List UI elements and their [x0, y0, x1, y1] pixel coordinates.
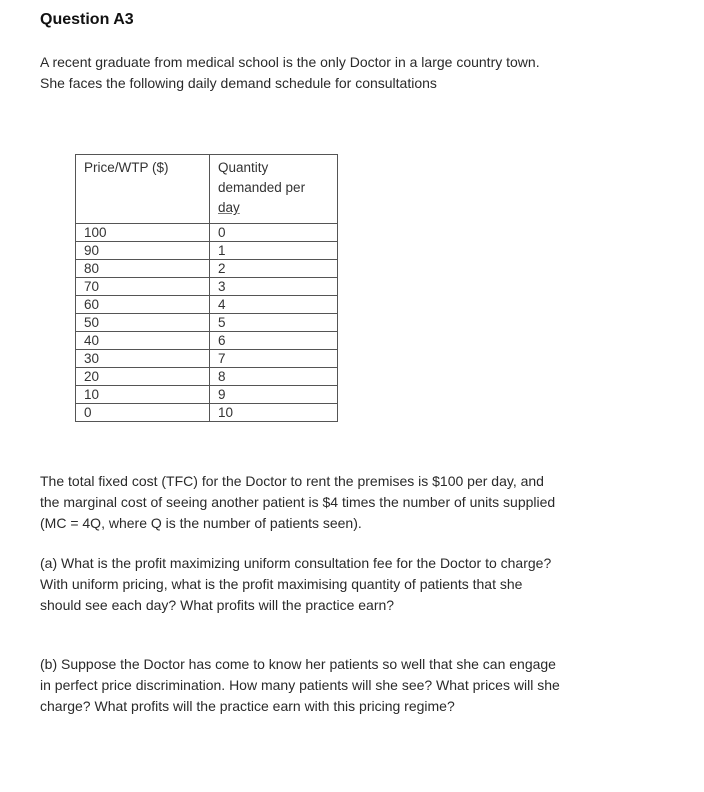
page-title: Question A3 [40, 11, 134, 28]
price-cell: 10 [76, 386, 210, 404]
table-row [76, 404, 338, 422]
quantity-cell: 1 [210, 242, 338, 260]
price-cell: 60 [76, 296, 210, 314]
part-b-line-2: in perfect price discrimination. How many patients will she see? What prices will she [40, 677, 560, 693]
price-cell: 30 [76, 350, 210, 368]
price-cell: 20 [76, 368, 210, 386]
part-b-line-1: (b) Suppose the Doctor has come to know her patients so well that she can engage [40, 656, 556, 672]
table-row [76, 260, 338, 278]
price-cell: 0 [76, 404, 210, 422]
intro-line-1: A recent graduate from medical school is the only Doctor in a large country town. [40, 54, 540, 70]
quantity-cell: 8 [210, 368, 338, 386]
part-a-line-1: (a) What is the profit maximizing uniform consultation fee for the Doctor to charge? [40, 555, 552, 571]
price-cell: 100 [76, 224, 210, 242]
part-a-line-2: With uniform pricing, what is the profit maximising quantity of patients that she [40, 576, 523, 592]
price-cell: 90 [76, 242, 210, 260]
quantity-cell: 5 [210, 314, 338, 332]
price-column-header: Price/WTP ($) [76, 155, 210, 224]
table-row [76, 386, 338, 404]
part-b-question [40, 654, 660, 717]
price-cell: 70 [76, 278, 210, 296]
table-row [76, 368, 338, 386]
cost-line-2: the marginal cost of seeing another patient is $4 times the number of units supplied [40, 494, 556, 510]
intro-line-2: She faces the following daily demand schedule for consultations [40, 75, 437, 91]
part-b-line-3: charge? What profits will the practice earn with this pricing regime? [40, 698, 455, 714]
table-row [76, 314, 338, 332]
cost-line-1: The total fixed cost (TFC) for the Doctor to rent the premises is $100 per day, and [40, 473, 544, 489]
quantity-cell: 3 [210, 278, 338, 296]
quantity-cell: 0 [210, 224, 338, 242]
price-cell: 80 [76, 260, 210, 278]
quantity-header-line-3: day [218, 200, 240, 215]
demand-schedule-table [75, 154, 338, 422]
quantity-cell: 9 [210, 386, 338, 404]
table-row [76, 350, 338, 368]
quantity-cell: 7 [210, 350, 338, 368]
table-header-row [76, 155, 338, 224]
part-a-question [40, 553, 660, 616]
table-row [76, 332, 338, 350]
intro-paragraph [40, 52, 660, 94]
quantity-cell: 6 [210, 332, 338, 350]
table-row [76, 278, 338, 296]
cost-line-3: (MC = 4Q, where Q is the number of patients seen). [40, 515, 362, 531]
cost-paragraph [40, 471, 660, 534]
quantity-header-line-1: Quantity [218, 160, 269, 175]
quantity-cell: 4 [210, 296, 338, 314]
quantity-header-line-2: demanded per [218, 180, 306, 195]
quantity-column-header [210, 155, 338, 224]
price-cell: 40 [76, 332, 210, 350]
table-row [76, 296, 338, 314]
quantity-cell: 10 [210, 404, 338, 422]
price-cell: 50 [76, 314, 210, 332]
table-row [76, 242, 338, 260]
part-a-line-3: should see each day? What profits will the practice earn? [40, 597, 395, 613]
quantity-cell: 2 [210, 260, 338, 278]
table-row [76, 224, 338, 242]
